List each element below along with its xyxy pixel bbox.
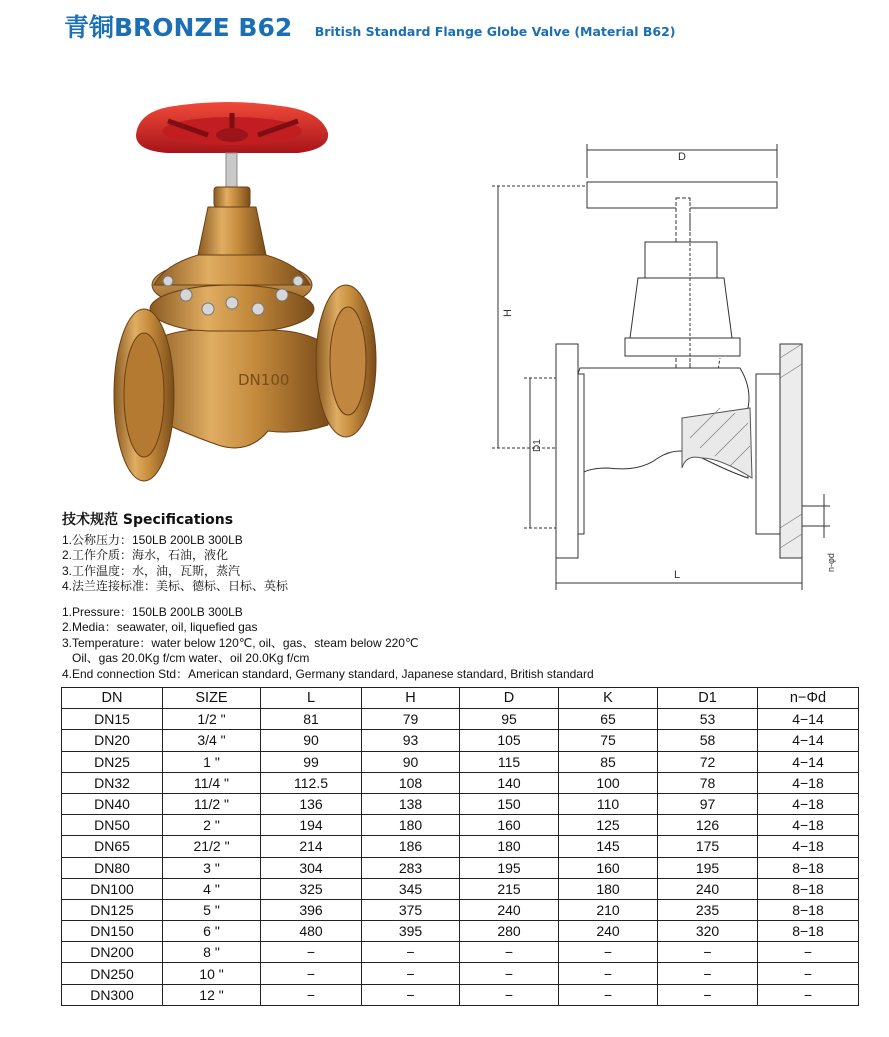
table-cell: 215 [460, 878, 559, 899]
table-cell: 1/2 " [163, 709, 261, 730]
column-header: H [362, 688, 460, 709]
table-cell: 10 " [163, 963, 261, 984]
spec-cn-line: 4.法兰连接标准：美标、德标、日标、英标 [62, 579, 289, 593]
table-row [62, 857, 859, 878]
table-cell: 5 " [163, 899, 261, 920]
page-title: 青铜BRONZE B62 [64, 13, 293, 42]
table-cell: 53 [658, 709, 758, 730]
table-cell: − [658, 984, 758, 1005]
table-row [62, 921, 859, 942]
table-row [62, 899, 859, 920]
spec-en-line: 1.Pressure：150LB 200LB 300LB [62, 604, 243, 619]
table-cell: 194 [261, 815, 362, 836]
table-cell: DN300 [62, 984, 163, 1005]
valve-body [148, 330, 328, 448]
table-row [62, 709, 859, 730]
spec-cn-line: 1.公称压力：150LB 200LB 300LB [62, 532, 243, 547]
table-cell: − [559, 963, 658, 984]
table-cell: 480 [261, 921, 362, 942]
page-subtitle: British Standard Flange Globe Valve (Material B62) [314, 24, 676, 39]
body-marking: DN100 [238, 371, 290, 389]
table-row [62, 963, 859, 984]
left-flange [114, 309, 174, 481]
table-cell: 3 " [163, 857, 261, 878]
spec-en-line: 3.Temperature：water below 120℃, oil、gas、steam below 220℃ [62, 635, 419, 650]
table-row [62, 730, 859, 751]
table-cell: 6 " [163, 921, 261, 942]
table-cell: 136 [261, 793, 362, 814]
table-cell: 235 [658, 899, 758, 920]
table-cell: 304 [261, 857, 362, 878]
spec-cn-line: 2.工作介质：海水，石油，液化 [62, 548, 229, 562]
table-cell: 11/4 " [163, 772, 261, 793]
table-cell: 396 [261, 899, 362, 920]
table-cell: DN250 [62, 963, 163, 984]
table-cell: 180 [362, 815, 460, 836]
table-row [62, 878, 859, 899]
table-cell: 175 [658, 836, 758, 857]
table-cell: 72 [658, 751, 758, 772]
table-cell: 150 [460, 793, 559, 814]
table-cell: 280 [460, 921, 559, 942]
table-cell: 240 [460, 899, 559, 920]
table-cell: 138 [362, 793, 460, 814]
table-cell: 4−18 [758, 793, 859, 814]
table-cell: − [460, 984, 559, 1005]
table-cell: DN40 [62, 793, 163, 814]
table-cell: − [460, 942, 559, 963]
bonnet-flange [150, 255, 314, 333]
column-header: K [559, 688, 658, 709]
table-cell: 108 [362, 772, 460, 793]
table-cell: 180 [460, 836, 559, 857]
table-cell: 65 [559, 709, 658, 730]
table-cell: 4−14 [758, 730, 859, 751]
table-cell: − [658, 963, 758, 984]
table-cell: DN100 [62, 878, 163, 899]
table-cell: 99 [261, 751, 362, 772]
table-cell: 75 [559, 730, 658, 751]
dim-label-d1: D1 [532, 439, 543, 452]
table-cell: 8−18 [758, 899, 859, 920]
table-cell: 112.5 [261, 772, 362, 793]
dim-label-n-phi-d: n-φd [826, 553, 836, 572]
table-cell: 90 [261, 730, 362, 751]
table-header-row [62, 688, 859, 709]
table-cell: − [758, 963, 859, 984]
table-cell: 283 [362, 857, 460, 878]
table-row [62, 836, 859, 857]
table-row [62, 942, 859, 963]
table-cell: 21/2 " [163, 836, 261, 857]
table-cell: 79 [362, 709, 460, 730]
table-cell: 1 " [163, 751, 261, 772]
table-row [62, 793, 859, 814]
column-header: SIZE [163, 688, 261, 709]
table-cell: 105 [460, 730, 559, 751]
table-cell: 2 " [163, 815, 261, 836]
table-cell: 11/2 " [163, 793, 261, 814]
table-cell: − [460, 963, 559, 984]
table-cell: 12 " [163, 984, 261, 1005]
table-cell: DN65 [62, 836, 163, 857]
table-cell: 95 [460, 709, 559, 730]
column-header: D1 [658, 688, 758, 709]
table-cell: DN125 [62, 899, 163, 920]
table-cell: 345 [362, 878, 460, 899]
table-cell: DN25 [62, 751, 163, 772]
table-cell: 8−18 [758, 921, 859, 942]
page-header [64, 8, 676, 44]
table-cell: − [758, 984, 859, 1005]
spec-en-line: 2.Media：seawater, oil, liquefied gas [62, 620, 258, 634]
table-cell: − [261, 984, 362, 1005]
column-header: DN [62, 688, 163, 709]
red-handwheel [136, 102, 328, 153]
dim-label-l: L [674, 569, 681, 581]
table-row [62, 984, 859, 1005]
table-cell: 115 [460, 751, 559, 772]
table-cell: 90 [362, 751, 460, 772]
table-cell: 180 [559, 878, 658, 899]
table-cell: 97 [658, 793, 758, 814]
table-cell: − [559, 942, 658, 963]
right-flange [316, 285, 376, 437]
table-cell: 126 [658, 815, 758, 836]
table-cell: 8 " [163, 942, 261, 963]
table-cell: 85 [559, 751, 658, 772]
table-cell: 160 [559, 857, 658, 878]
table-cell: 81 [261, 709, 362, 730]
specifications-block [62, 513, 594, 682]
table-cell: 240 [658, 878, 758, 899]
table-cell: 78 [658, 772, 758, 793]
table-cell: 100 [559, 772, 658, 793]
gland-nut [214, 187, 250, 207]
table-cell: 4−18 [758, 772, 859, 793]
table-cell: DN80 [62, 857, 163, 878]
table-cell: DN150 [62, 921, 163, 942]
table-cell: 214 [261, 836, 362, 857]
bonnet-neck [198, 207, 266, 255]
dim-label-d: D [678, 151, 686, 163]
table-cell: − [261, 963, 362, 984]
spec-cn-line: 3.工作温度：水，油，瓦斯，蒸汽 [62, 563, 241, 578]
valve-product-photo [108, 95, 383, 490]
table-row [62, 815, 859, 836]
table-cell: DN20 [62, 730, 163, 751]
table-cell: − [362, 984, 460, 1005]
table-cell: 240 [559, 921, 658, 942]
column-header: D [460, 688, 559, 709]
dimensions-table [61, 687, 859, 1006]
table-cell: 375 [362, 899, 460, 920]
table-row [62, 751, 859, 772]
table-cell: DN15 [62, 709, 163, 730]
table-cell: 320 [658, 921, 758, 942]
table-row [62, 772, 859, 793]
table-cell: 4−18 [758, 815, 859, 836]
table-cell: − [758, 942, 859, 963]
table-body [62, 709, 859, 1006]
table-cell: DN200 [62, 942, 163, 963]
table-cell: − [559, 984, 658, 1005]
table-cell: 3/4 " [163, 730, 261, 751]
table-cell: 4 " [163, 878, 261, 899]
table-cell: − [658, 942, 758, 963]
table-cell: − [261, 942, 362, 963]
table-cell: 195 [658, 857, 758, 878]
table-cell: 145 [559, 836, 658, 857]
column-header: L [261, 688, 362, 709]
column-header: n−Φd [758, 688, 859, 709]
table-cell: DN32 [62, 772, 163, 793]
table-cell: 110 [559, 793, 658, 814]
table-cell: 8−18 [758, 878, 859, 899]
table-cell: 93 [362, 730, 460, 751]
table-cell: 195 [460, 857, 559, 878]
table-cell: − [362, 963, 460, 984]
table-cell: 210 [559, 899, 658, 920]
table-cell: 58 [658, 730, 758, 751]
spec-en-line: 4.End connection Std：American standard, Germany standard, Japanese standard, British standard [62, 666, 594, 681]
valve-stem [226, 153, 237, 191]
table-cell: DN50 [62, 815, 163, 836]
table-cell: 4−14 [758, 751, 859, 772]
table-cell: 125 [559, 815, 658, 836]
table-cell: 8−18 [758, 857, 859, 878]
spec-en-line: Oil、gas 20.0Kg f/cm water、oil 20.0Kg f/cm [72, 651, 310, 665]
table-cell: 186 [362, 836, 460, 857]
table-cell: 395 [362, 921, 460, 942]
table-cell: 4−18 [758, 836, 859, 857]
dim-label-h: H [502, 309, 514, 317]
table-cell: 4−14 [758, 709, 859, 730]
table-cell: − [362, 942, 460, 963]
specifications-title: 技术规范 Specifications [62, 512, 234, 528]
table-cell: 140 [460, 772, 559, 793]
table-cell: 325 [261, 878, 362, 899]
table-cell: 160 [460, 815, 559, 836]
